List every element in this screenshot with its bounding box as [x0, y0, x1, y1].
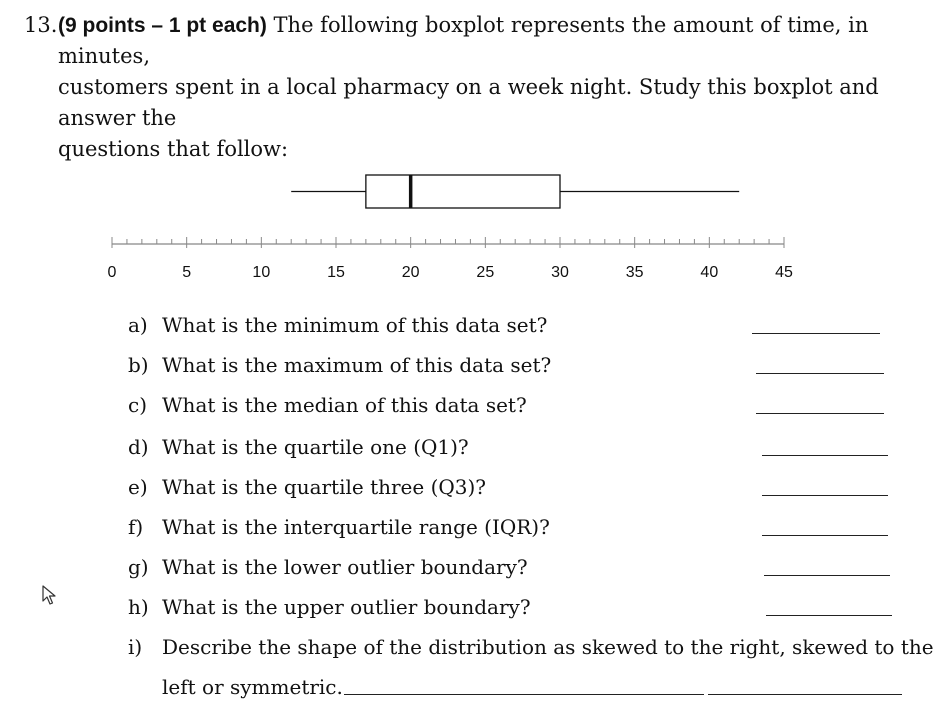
- subquestion-text: left or symmetric.: [162, 675, 343, 699]
- axis-ticks: [112, 237, 784, 248]
- tick-label-20: 20: [401, 264, 420, 281]
- prompt-line-2: customers spent in a local pharmacy on a week night. Study this boxplot and answer the: [58, 75, 879, 130]
- subquestion-text: What is the minimum of this data set?: [162, 313, 548, 337]
- prompt-line-3: questions that follow:: [58, 137, 289, 161]
- iqr-box: [366, 175, 560, 208]
- tick-label-35: 35: [625, 264, 644, 281]
- subquestion-letter: e): [128, 475, 148, 499]
- subquestion-text: What is the lower outlier boundary?: [162, 555, 528, 579]
- question-number: 13.: [24, 13, 58, 37]
- answer-blank-g[interactable]: [764, 575, 890, 576]
- answer-blank-i-2[interactable]: [708, 694, 902, 695]
- tick-label-40: 40: [700, 264, 719, 281]
- subquestion-g: [128, 554, 928, 580]
- tick-label-30: 30: [551, 264, 569, 281]
- mouse-pointer-icon: [42, 585, 58, 607]
- subquestion-i-line-2: [128, 674, 928, 700]
- answer-blank-b[interactable]: [756, 373, 884, 374]
- subquestion-letter: h): [128, 595, 149, 619]
- subquestion-letter: g): [128, 555, 149, 579]
- answer-blank-c[interactable]: [756, 413, 884, 414]
- subquestion-letter: i): [128, 635, 143, 659]
- axis-tick-labels: [108, 264, 793, 281]
- tick-label-5: 5: [182, 264, 192, 281]
- subquestion-text: What is the quartile one (Q1)?: [162, 435, 469, 459]
- subquestion-e: [128, 474, 928, 500]
- tick-label-10: 10: [252, 264, 271, 281]
- subquestion-text: What is the interquartile range (IQR)?: [162, 515, 550, 539]
- subquestion-text: Describe the shape of the distribution as skewed to the right, skewed to the: [162, 635, 934, 659]
- subquestion-letter: d): [128, 435, 149, 459]
- answer-blank-d[interactable]: [762, 455, 888, 456]
- subquestion-f: [128, 514, 928, 540]
- prompt-line-1: The following boxplot represents the amount of time, in minutes,: [58, 13, 869, 68]
- answer-blank-i-1[interactable]: [344, 694, 704, 695]
- subquestion-letter: b): [128, 353, 149, 377]
- subquestion-h: [128, 594, 928, 620]
- boxplot: [291, 175, 739, 208]
- question-points: (9 points – 1 pt each): [58, 14, 267, 37]
- boxplot-chart: [0, 0, 951, 300]
- subquestion-letter: a): [128, 313, 148, 337]
- subquestion-a: [128, 312, 928, 338]
- subquestion-d: [128, 434, 928, 460]
- answer-blank-h[interactable]: [766, 615, 892, 616]
- tick-label-45: 45: [775, 264, 793, 281]
- subquestion-text: What is the maximum of this data set?: [162, 353, 552, 377]
- subquestion-text: What is the median of this data set?: [162, 393, 527, 417]
- tick-label-15: 15: [327, 264, 345, 281]
- subquestion-c: [128, 392, 928, 418]
- tick-label-0: 0: [107, 264, 117, 281]
- answer-blank-e[interactable]: [762, 495, 888, 496]
- answer-blank-a[interactable]: [752, 333, 880, 334]
- tick-label-25: 25: [476, 264, 495, 281]
- subquestion-letter: c): [128, 393, 148, 417]
- answer-blank-f[interactable]: [762, 535, 888, 536]
- subquestion-b: [128, 352, 928, 378]
- subquestion-i: [128, 634, 934, 660]
- subquestion-text: What is the quartile three (Q3)?: [162, 475, 487, 499]
- subquestion-letter: f): [128, 515, 144, 539]
- subquestion-text: What is the upper outlier boundary?: [162, 595, 531, 619]
